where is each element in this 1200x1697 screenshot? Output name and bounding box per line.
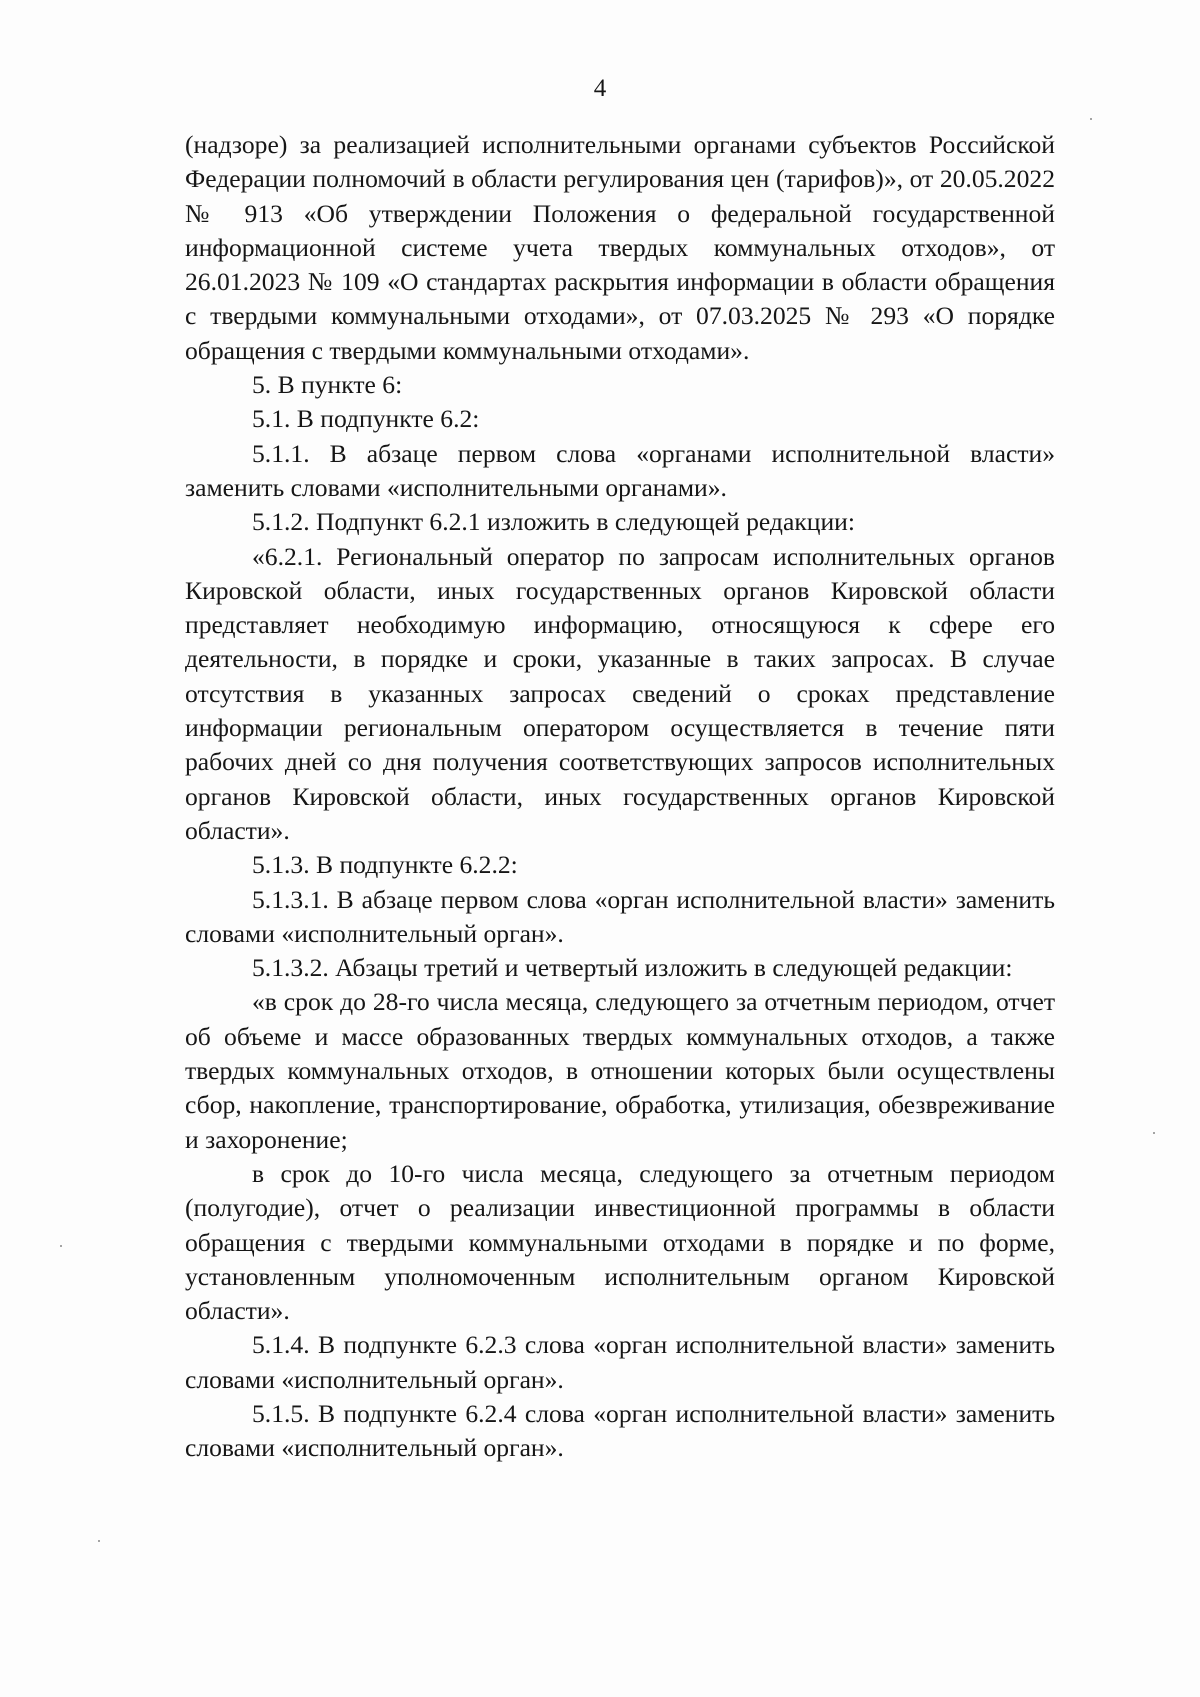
paragraph-quote-6-2-1: «6.2.1. Региональный оператор по запросам исполнительных органов Кировской области, иных государственных органов Кировской области представляет необходимую информацию, относящуюся к сфере его деятельности, в порядке и сроки, указанные в таких запросах. В случае отсутствия в указанных запросах сведений о сроках представление информации региональным оператором осуществляется в течение пяти рабочих дней со дня получения соответствующих запросов исполнительных органов Кировской области, иных государственных органов Кировской области».	[185, 541, 1055, 845]
page-number: 4	[593, 75, 607, 102]
paragraph-item-5-1-3: 5.1.3. В подпункте 6.2.2:	[252, 850, 518, 880]
paragraph-quote-report-28: «в срок до 28-го числа месяца, следующего за отчетным периодом, отчет об объеме и массе образованных твердых коммунальных отходов, а также твердых коммунальных отходов, в отношении которых были осуществлены сбор, накопление, транспортирование, обработка, утилизация, обезвреживание и захоронение;	[185, 987, 1055, 1154]
paragraph-quote-report-10: в срок до 10-го числа месяца, следующего за отчетным периодом (полугодие), отчет о реализации инвестиционной программы в области обращения с твердыми коммунальными отходами в порядке и по форме, установленным уполномоченным исполнительным органом Кировской области».	[185, 1158, 1055, 1326]
scan-speck	[1153, 1132, 1155, 1134]
scan-speck	[98, 1540, 100, 1542]
paragraph-item-5-1-1: 5.1.1. В абзаце первом слова «органами исполнительной власти» заменить словами «исполнительными органами».	[185, 438, 1055, 502]
paragraph-item-5-1-5: 5.1.5. В подпункте 6.2.4 слова «орган исполнительной власти» заменить словами «исполнительный орган».	[185, 1398, 1055, 1463]
paragraph-item-5-1-4: 5.1.4. В подпункте 6.2.3 слова «орган исполнительной власти» заменить словами «исполнительный орган».	[185, 1330, 1055, 1394]
paragraph-item-5-1-3-1: 5.1.3.1. В абзаце первом слова «орган исполнительной власти» заменить словами «исполнительный орган».	[185, 884, 1055, 948]
document-body	[185, 128, 1055, 1466]
paragraph-item-5: 5. В пункте 6:	[252, 370, 403, 400]
paragraph-continuation: (надзоре) за реализацией исполнительными органами субъектов Российской Федерации полномочий в области регулирования цен (тарифов)», от 20.05.2022 № 913 «Об утверждении Положения о федеральной государственной информационной системе учета твердых коммунальных отходов», от 26.01.2023 № 109 «О стандартах раскрытия информации в области обращения с твердыми коммунальными отходами», от 07.03.2025 № 293 «О порядке обращения с твердыми коммунальными отходами».	[185, 130, 1055, 365]
scan-speck	[1090, 118, 1092, 120]
scan-speck	[60, 1245, 62, 1247]
paragraph-item-5-1-2: 5.1.2. Подпункт 6.2.1 изложить в следующей редакции:	[252, 507, 855, 537]
paragraph-item-5-1: 5.1. В подпункте 6.2:	[252, 404, 480, 434]
paragraph-item-5-1-3-2: 5.1.3.2. Абзацы третий и четвертый изложить в следующей редакции:	[252, 953, 1013, 983]
